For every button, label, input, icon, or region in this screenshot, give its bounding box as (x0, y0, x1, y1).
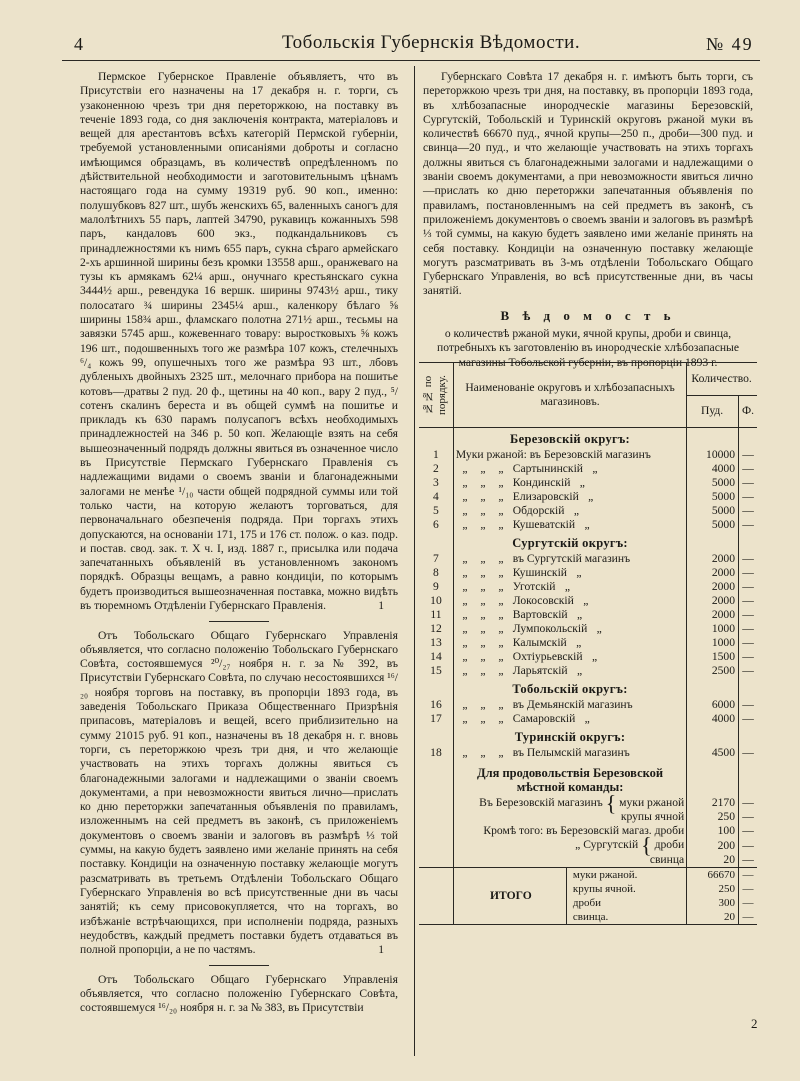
vedomost-subtitle: о количествѣ ржаной муки, ячной крупы, дроби и свинца, потребныхъ къ заготовленію въ инородческіе хлѣбозапасные магазины Тобольской губерніи, въ пропорціи 1893 г. (437, 327, 739, 369)
table-row: 6 „ „ „ Кушеватскій „ 5000 — (419, 518, 757, 532)
okrug-heading: Туринскій округъ: (514, 730, 626, 744)
supply-table (419, 362, 757, 925)
okrug-heading: Тобольскій округъ: (512, 682, 628, 696)
separator (209, 621, 269, 622)
table-row: 12 „ „ „ Лумпокольскій „ 1000 — (419, 622, 757, 636)
table-row: крупы ячной 250 — (419, 810, 757, 824)
table-row: Въ Березовскій магазинъ { муки ржаной 2170 — (419, 796, 757, 810)
table-row: 15 „ „ „ Ларьятскій „ 2500 — (419, 664, 757, 678)
table-row: „ Сургутскій { дроби 200 — (419, 838, 757, 852)
table-row: 2 „ „ „ Сартынинскій „ 4000 — (419, 462, 757, 476)
announcement-tobolsk-1: Отъ Тобольскаго Общаго Губернскаго Управленія объявляется, что согласно положенію Тобольскаго Губернскаго Совѣта, состоявшемуся ²⁰/₂₇ ноября н. г. за № 392, въ Присутствіи Губернскаго Совѣта, по случаю несостоявшихся ¹⁶/₂₀ ноября торговъ на поставку, въ пропорціи 1893 года, въ заведенія Тобольскаго Приказа Общественнаго Призрѣнія припасовъ, матеріаловъ и вещей, всего приблизительно на сумму 21015 руб. 91 коп., назначены въ 18 декабря н. г. вновь торги, съ переторжкою чрезъ три дня, и что желающіе участвовать на этихъ торгахъ должны явиться съ благонадежными залогами и надлежащими о званіи своемъ документами, а при невозможности явиться лично—прислать ко дню переторжки запечатанныя объявленія по правиламъ, изложеннымъ на сей предметъ въ законѣ, съ приложеніемъ документовъ о своемъ званіи и залоговъ въ размѣрѣ ⅓ той суммы, на какую будетъ заявлено ими желаніе принять на себя поставку. Кондиціи на означенную поставку желающіе могутъ разсматривать въ третьемъ Отдѣленіи Тобольскаго Общаго Губернскаго Управленія во всѣ присутственные дни въ часы занятій; къ сему присовокупляется, что на торгахъ, во избѣжаніе встрѣчающихся, при исполненіи подряда, разныхъ неудобствъ, каждый предметъ поставки будетъ отдаваться въ полной пропорціи, а не по частямъ. (80, 628, 398, 957)
announcement-number: 1 (378, 943, 384, 957)
table-row: 8 „ „ „ Кушинскій „ 2000 — (419, 566, 757, 580)
total-row: ИТОГО муки ржаной. крупы ячной. дроби свинца. 66670 250 300 20 — — — — (419, 867, 757, 924)
table-header (419, 363, 757, 396)
table-row: 11 „ „ „ Вартовскій „ 2000 — (419, 608, 757, 622)
issue-number: № 49 (706, 34, 754, 54)
okrug-heading: Сургутскій округъ: (512, 536, 628, 550)
col-f-header: Ф. (739, 395, 758, 428)
table-row: Кромѣ того: въ Березовскій магаз. дроби 100 — (419, 824, 757, 838)
announcement-tobolsk-2: Отъ Тобольскаго Общаго Губернскаго Управленія объявляется, что согласно положенію Губернскаго Совѣта, состоявшемуся ¹⁶/₂₀ ноября н. г. за № 383, въ Присутствіи (80, 972, 398, 1015)
table-row: 3 „ „ „ Кондинскій „ 5000 — (419, 476, 757, 490)
total-label: ИТОГО (490, 888, 532, 902)
signature-mark: 2 (751, 1016, 758, 1031)
col-qty-header: Количество. (687, 363, 757, 396)
column-divider (414, 66, 415, 1056)
table-row: 5 „ „ „ Обдорскій „ 5000 — (419, 504, 757, 518)
table-row: 17 „ „ „ Самаровскій „ 4000 — (419, 712, 757, 726)
separator (209, 965, 269, 966)
col-name-header: Наименованіе округовъ и хлѣбозапасныхъ магазиновъ. (453, 363, 686, 428)
col-pud-header: Пуд. (687, 395, 739, 428)
left-column (80, 70, 398, 1016)
table-row: 18 „ „ „ въ Пелымскій магазинъ 4500 — (419, 746, 757, 760)
table-row: 9 „ „ „ Уготскій „ 2000 — (419, 580, 757, 594)
table-row: 1 Муки ржаной: въ Березовскій магазинъ 10000 — (419, 448, 757, 462)
table-row: 14 „ „ „ Охтіурьевскій „ 1500 — (419, 650, 757, 664)
header-rule (62, 60, 760, 61)
page-number: 4 (74, 34, 83, 54)
okrug-heading: Березовскій округъ: (510, 432, 631, 446)
provision-heading: Для продовольствія Березовской мѣстной команды: (476, 766, 664, 794)
table-row: 13 „ „ „ Калымскій „ 1000 — (419, 636, 757, 650)
newspaper-title: Тобольскія Губернскія Вѣдомости. (282, 32, 581, 53)
table-row: свинца 20 — (419, 853, 757, 868)
table-row: 16 „ „ „ въ Демьянскій магазинъ 6000 — (419, 698, 757, 712)
table-row: 10 „ „ „ Локосовскій „ 2000 — (419, 594, 757, 608)
announcement-number: 1 (378, 599, 384, 613)
table-row: 4 „ „ „ Елизаровскій „ 5000 — (419, 490, 757, 504)
right-column (423, 70, 753, 370)
table-row: 7 „ „ „ въ Сургутскій магазинъ 2000 — (419, 552, 757, 566)
page-header (0, 28, 800, 56)
col-number-header: №№ по порядку. (422, 375, 448, 415)
announcement-perm: Пермское Губернское Правленіе объявляетъ, что въ Присутствіи его назначены на 17 декабря н. г. торги, съ узаконенною чрезъ три дня переторжкою, на поставку въ теченіе 1893 года, со дня заключенія контракта, матеріаловъ и вещей для арестантовъ всѣхъ категорій Пермской губерніи, требуемой установленными описаніями доброты и согласно имѣющимся образцамъ, въ количествѣ опредѣленномъ по дѣйствительной необходимости и заготовительнымъ цѣнамъ настоящаго года на сумму 19319 руб. 90 коп., именно: полушубковъ 827 шт., шубъ женскихъ 65, валенныхъ саногъ для малолѣтнихъ 55 паръ, лаптей 34790, рукавицъ кожанныхъ 598 паръ, кандаловъ 600 экз., подкандальниковъ съ принадлежностями къ нимъ 655 паръ, сукна сѣраго армейскаго 2-хъ аршинной ширины безъ кромки 13558 арш., оранжеваго на тузы къ армякамъ 62¼ арш., онучнаго крестьянскаго сукна 3444½ арш., ревендука 16 вершк. ширины 9743½ арш., тику полосатаго ¾ ширины 2345¼ арш., каленкору бѣлаго ⅝ ширины 158¾ арш., фламскаго полотна 271½ арш., тесьмы на завязки 5745 арш., кожевеннаго товару: выростковыхъ ⅝ кожъ 196 шт., подошвенныхъ того же размѣра 107 кожъ, стелечныхъ ⁶/₄ кожъ 99, опушечныхъ того же размѣра 93 шт., лбовъ дубленыхъ двойныхъ 2325 шт., мелочнаго прибора на пошитье котовъ—дратвы 2 пуд. 20 ф., щетины на 40 коп., вару 2 пуд., ⁵/сотенъ скалинъ береста и въ общей суммѣ на пошитье и прикладъ къ 630 парамъ полусапогъ всѣхъ необходимыхъ принадлежностей на 346 р. 50 коп. Желающіе взять на себя вышеозначенный подрядъ должны явиться въ означенное число въ Присутствіе Пермскаго Губернскаго Правленія съ надлежащими видами о своемъ званіи и благонадежными залогами не менѣе ¹/₁₀ части общей подрядной суммы или той только части, на которую желаютъ торговаться, для первоначальнаго обезпеченія подряда. При торгахъ этихъ допускаются, на основаніи 171, 175 и 176 ст. полож. о каз. подр. и постав. свод. зак. т. Х ч. I, изд. 1887 г., присылка или подача запечатанныхъ объявленій въ установленномъ закономъ порядкѣ. Образцы вещамъ, а равно кондиціи, по которымъ будетъ производиться вышеозначенная поставка, можно видѣть въ тюремномъ Отдѣленіи Губернскаго Правленія. (80, 70, 398, 612)
announcement-continuation: Губернскаго Совѣта 17 декабря н. г. имѣютъ быть торги, съ переторжкою чрезъ три дня, на поставку, въ пропорціи 1893 года, въ хлѣбозапасные инородческіе магазины Березовскій, Сургутскій, Тобольскій и Туринскій округовъ ржаной муки въ количествѣ 66670 пуд., ячной крупы—250 п., дроби—300 пуд. и свинца—20 пуд., и что желающіе участвовать на этихъ торгахъ должны явиться съ благонадежными залогами и надлежащими о званіи своемъ документами, а при невозможности явиться лично—прислать ко дню переторжки запечатанныя объявленія по правиламъ, постановленнымъ на сей предметъ въ законѣ, съ приложеніемъ документовъ о своемъ званіи и залоговъ въ размѣрѣ ⅓ той суммы, на какую будетъ заявлено ими желаніе принять на себя поставку. Кондиціи на означенную поставку желающіе могутъ разсматривать въ 3-мъ отдѣленіи Тобольскаго Общаго Губернскаго Управленія, во всѣ присутственные дни, въ часы занятій. (423, 70, 753, 298)
vedomost-title: В ѣ д о м о с т ь (500, 307, 676, 323)
